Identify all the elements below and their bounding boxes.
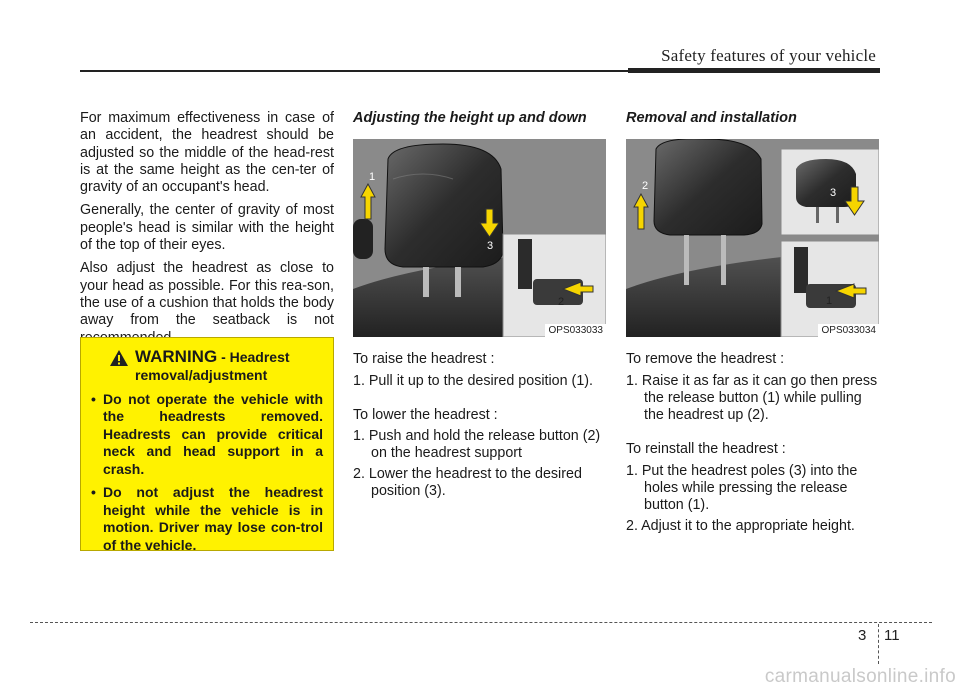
right-column bbox=[626, 110, 880, 538]
headrest-removal-illustration bbox=[626, 139, 879, 337]
warning-bullet bbox=[91, 484, 323, 554]
section-number: 3 bbox=[858, 627, 867, 644]
removal-heading: Removal and installation bbox=[626, 110, 797, 126]
figure-code: OPS033033 bbox=[545, 324, 607, 337]
middle-column bbox=[353, 110, 607, 503]
callout-label: 3 bbox=[487, 240, 494, 253]
headrest-removal-figure bbox=[626, 139, 879, 337]
remove-step: 1. Raise it as far as it can go then press the release button (1) while pulling the headrest up (2). bbox=[626, 372, 878, 424]
warning-title: WARNING bbox=[135, 347, 218, 366]
footer-rule bbox=[30, 622, 932, 623]
bullet-icon: • bbox=[91, 484, 96, 500]
header-rule-accent bbox=[628, 68, 880, 73]
warning-bullet bbox=[91, 391, 323, 479]
remove-label: To remove the headrest : bbox=[626, 351, 785, 368]
warning-subtitle: - Headrest bbox=[221, 349, 290, 365]
footer-divider bbox=[878, 624, 879, 664]
section-title: Safety features of your vehicle bbox=[661, 46, 876, 65]
headrest-adjust-illustration bbox=[353, 139, 606, 337]
lower-step: 2. Lower the headrest to the desired position (3). bbox=[353, 465, 582, 500]
raise-label: To raise the headrest : bbox=[353, 351, 495, 368]
adjust-heading: Adjusting the height up and down bbox=[353, 110, 587, 126]
callout-label: 2 bbox=[558, 296, 565, 309]
reinstall-step: 1. Put the headrest poles (3) into the holes while pressing the release button (1). bbox=[626, 462, 858, 514]
warning-header bbox=[91, 348, 323, 367]
callout-label: 1 bbox=[369, 171, 376, 184]
reinstall-label: To reinstall the headrest : bbox=[626, 441, 786, 458]
header-rule bbox=[80, 70, 628, 72]
watermark: carmanualsonline.info bbox=[764, 666, 956, 687]
lower-label: To lower the headrest : bbox=[353, 406, 498, 423]
headrest-adjust-figure bbox=[353, 139, 606, 337]
bullet-icon: • bbox=[91, 390, 96, 407]
callout-label: 3 bbox=[830, 187, 837, 200]
warning-subtitle-line2: removal/adjustment bbox=[135, 367, 268, 383]
warning-bullet-text: Do not operate the vehicle with the headrests removed. Headrests can provide critical neck and head support in a crash. bbox=[103, 390, 323, 477]
page-number: 11 bbox=[884, 627, 900, 644]
paragraph: Also adjust the headrest as close to your head as possible. For this rea-son, the use of a cushion that holds the body away from the seatback is not bbox=[80, 260, 334, 329]
callout-label: 1 bbox=[826, 295, 833, 308]
warning-box bbox=[80, 337, 334, 551]
reinstall-step: 2. Adjust it to the appropriate height. bbox=[626, 517, 855, 534]
left-column bbox=[80, 110, 334, 353]
warning-bullet-text: Do not adjust the headrest height while the vehicle is in motion. Driver may lose con-trol of the vehicle. bbox=[103, 484, 323, 553]
raise-step: 1. Pull it up to the desired position (1). bbox=[353, 372, 594, 389]
warning-triangle-icon bbox=[109, 349, 129, 367]
figure-code: OPS033034 bbox=[818, 324, 880, 337]
paragraph: Generally, the center of gravity of most people's head is similar with the height of the top of their eyes. bbox=[80, 202, 334, 254]
callout-label: 2 bbox=[642, 180, 649, 193]
lower-step: 1. Push and hold the release button (2) on the headrest support bbox=[353, 428, 601, 462]
paragraph: For maximum effectiveness in case of an accident, the headrest should be adjusted so the middle of the head-rest is at the same height as the cen-ter of gravity of an occupant's head. bbox=[80, 110, 334, 196]
